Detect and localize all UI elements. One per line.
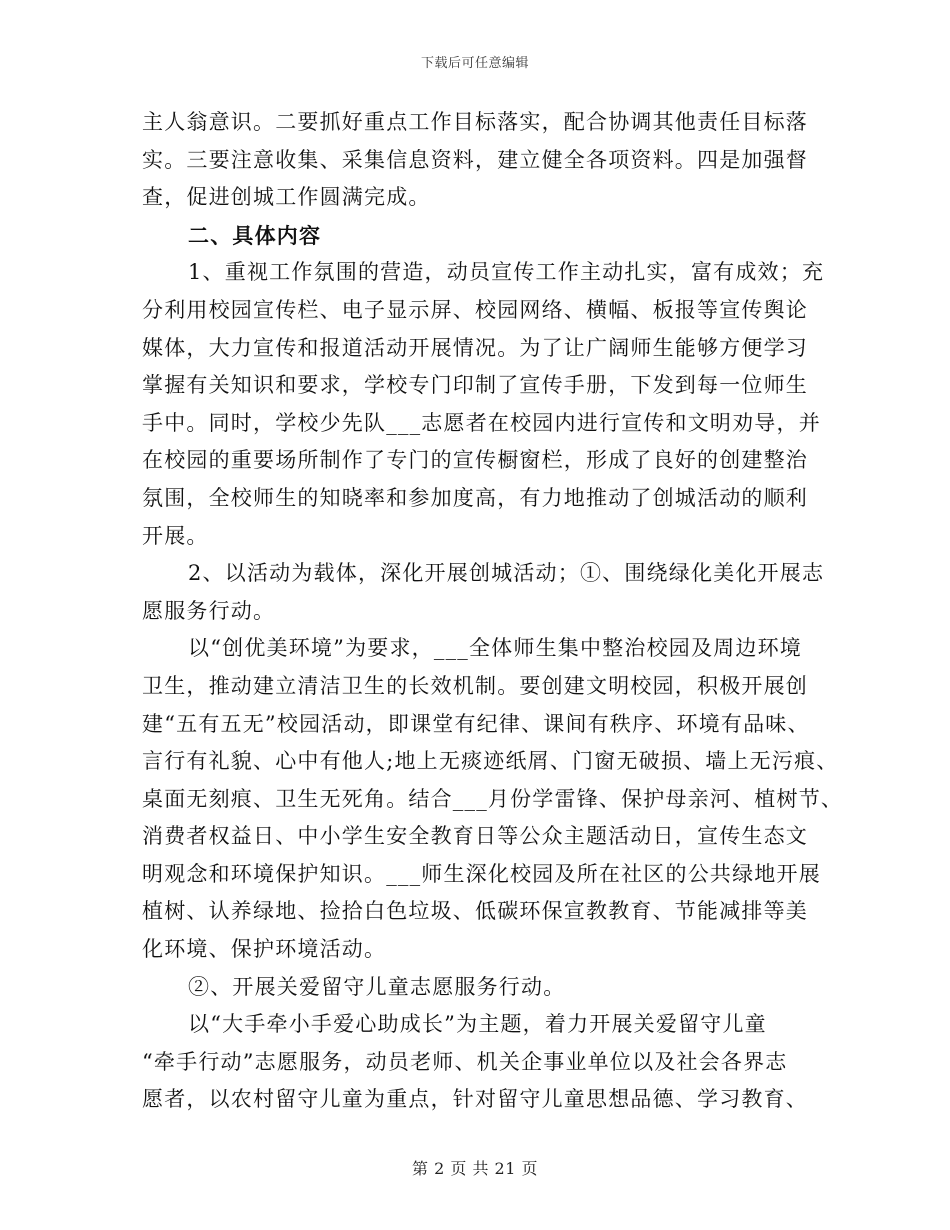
text-line: 掌握有关知识和要求，学校专门印制了宣传手册，下发到每一位师生 <box>142 373 808 398</box>
text-line: 主人翁意识。二要抓好重点工作目标落实，配合协调其他责任目标落 <box>142 110 808 134</box>
text-line: 明观念和环境保护知识。___师生深化校园及所在社区的公共绿地开展 <box>142 861 821 886</box>
text-line: 以“大手牵小手爱心助成长”为主题，着力开展关爱留守儿童 <box>188 1012 767 1037</box>
text-line: “牵手行动”志愿服务，动员老师、机关企事业单位以及社会各界志 <box>142 1049 788 1074</box>
text-line: 化环境、保护环境活动。 <box>142 937 387 962</box>
text-line: 消费者权益日、中小学生安全教育日等公众主题活动日，宣传生态文 <box>142 824 808 849</box>
text-line: ②、开展关爱留守儿童志愿服务行动。 <box>188 974 566 999</box>
text-line: 实。三要注意收集、采集信息资料，建立健全各项资料。四是加强督 <box>142 147 808 172</box>
page-header: 下载后可任意编辑 <box>420 56 529 71</box>
page-footer: 第 2 页 共 21 页 <box>412 1159 538 1178</box>
text-line: 开展。 <box>142 523 209 548</box>
text-line: 1、重视工作氛围的营造，动员宣传工作主动扎实，富有成效；充 <box>188 260 825 285</box>
text-line: 氛围，全校师生的知晓率和参加度高，有力地推动了创城活动的顺利 <box>142 485 808 510</box>
text-line: 在校园的重要场所制作了专门的宣传橱窗栏，形成了良好的创建整治 <box>142 448 808 473</box>
body-text <box>142 104 844 1119</box>
text-line: 查，促进创城工作圆满完成。 <box>142 185 431 210</box>
text-line: 愿服务行动。 <box>142 598 276 623</box>
section-heading: 二、具体内容 <box>188 222 322 248</box>
text-line: 媒体，大力宣传和报道活动开展情况。为了让广阔师生能够方便学习 <box>142 335 808 360</box>
text-line: 愿者，以农村留守儿童为重点，针对留守儿童思想品德、学习教育、 <box>142 1087 808 1112</box>
text-line: 手中。同时，学校少先队___志愿者在校园内进行宣传和文明劝导，并 <box>142 410 821 435</box>
text-line: 言行有礼貌、心中有他人;地上无痰迹纸屑、门窗无破损、墙上无污痕、 <box>142 749 839 774</box>
text-line: 卫生，推动建立清洁卫生的长效机制。要创建文明校园，积极开展创 <box>142 673 808 698</box>
text-line: 植树、认养绿地、捡拾白色垃圾、低碳环保宣教教育、节能减排等美 <box>142 899 808 924</box>
text-line: 桌面无刻痕、卫生无死角。结合___月份学雷锋、保护母亲河、植树节、 <box>142 786 844 811</box>
text-line: 分利用校园宣传栏、电子显示屏、校园网络、横幅、板报等宣传舆论 <box>142 297 808 322</box>
text-line: 以“创优美环境”为要求，___全体师生集中整治校园及周边环境 <box>188 636 802 661</box>
text-line: 2、以活动为载体，深化开展创城活动；①、围绕绿化美化开展志 <box>188 561 825 586</box>
text-line: 建“五有五无”校园活动，即课堂有纪律、课间有秩序、环境有品味、 <box>142 711 810 736</box>
